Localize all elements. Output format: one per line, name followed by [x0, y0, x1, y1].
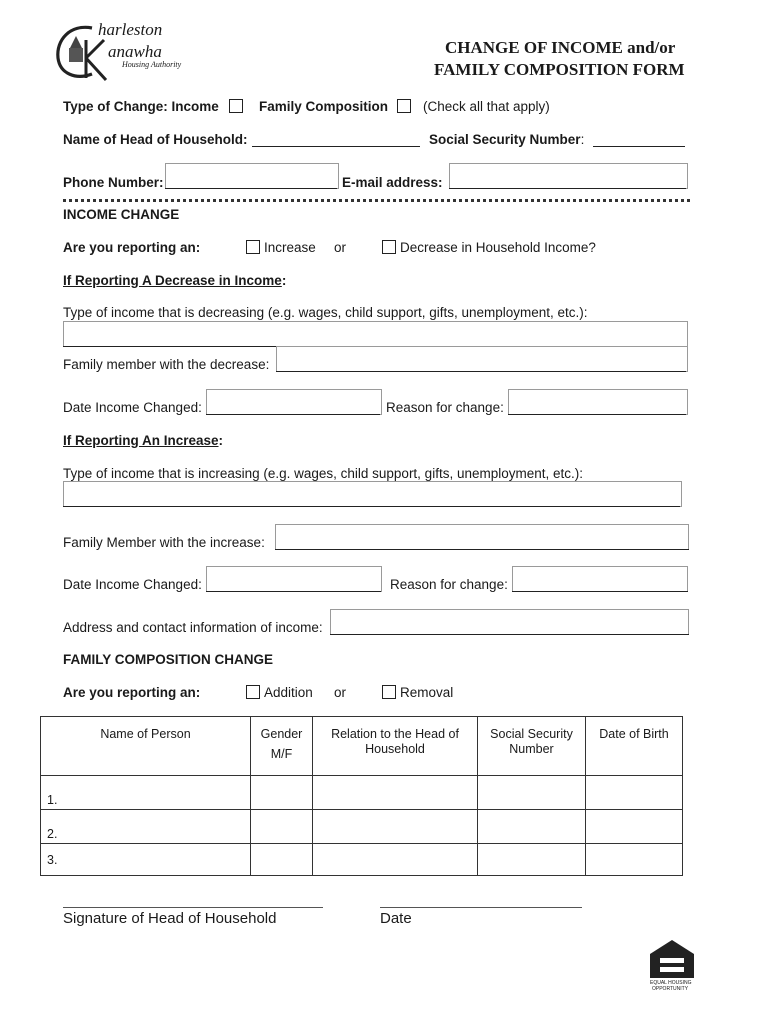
increase-heading: If Reporting An Increase:: [63, 433, 224, 448]
ssn-label: Social Security Number:: [429, 132, 585, 147]
family-reporting-label: Are you reporting an:: [63, 685, 201, 700]
increase-date-label: Date Income Changed:: [63, 577, 202, 592]
decrease-reason-label: Reason for change:: [386, 400, 504, 415]
decrease-reason-box: [508, 389, 688, 415]
form-title-line-2: FAMILY COMPOSITION FORM: [434, 60, 685, 79]
phone-label: Phone Number:: [63, 175, 164, 190]
decrease-heading: If Reporting A Decrease in Income:: [63, 273, 287, 288]
ssn-cell[interactable]: [478, 844, 586, 876]
relation-cell[interactable]: [313, 844, 478, 876]
date-label: Date: [380, 910, 412, 927]
header-name-of-person: Name of Person: [41, 717, 251, 776]
increase-type-label: Type of income that is increasing (e.g. wages, child support, gifts, unemployment, etc.):: [63, 466, 584, 481]
decrease-type-box: [63, 321, 688, 347]
decrease-checkbox[interactable]: [382, 240, 396, 254]
section-divider: [63, 199, 690, 202]
date-line[interactable]: [380, 907, 582, 908]
header-ssn: Social Security Number: [478, 717, 586, 776]
table-row: [41, 776, 683, 810]
dob-cell[interactable]: [586, 810, 683, 844]
logo-line-1: harleston: [98, 20, 163, 39]
header-relation: Relation to the Head of Household: [313, 717, 478, 776]
increase-member-box: [275, 524, 689, 550]
logo-line-2: anawha: [108, 42, 162, 61]
email-label: E-mail address:: [342, 175, 443, 190]
relation-cell[interactable]: [313, 810, 478, 844]
decrease-member-label: Family member with the decrease:: [63, 357, 270, 372]
decrease-member-field[interactable]: [276, 371, 686, 372]
income-address-field[interactable]: [330, 634, 689, 635]
row-number[interactable]: 2.: [41, 810, 251, 844]
ssn-cell[interactable]: [478, 776, 586, 810]
income-reporting-label: Are you reporting an:: [63, 240, 201, 255]
gender-cell[interactable]: [251, 810, 313, 844]
increase-label: Increase: [264, 240, 316, 255]
housing-authority-logo: [52, 18, 192, 88]
removal-label: Removal: [400, 685, 454, 700]
header-date-of-birth: Date of Birth: [586, 717, 683, 776]
decrease-date-label: Date Income Changed:: [63, 400, 202, 415]
dob-cell[interactable]: [586, 776, 683, 810]
income-or-label: or: [334, 240, 347, 255]
row-number[interactable]: 3.: [41, 844, 251, 876]
decrease-date-field[interactable]: [206, 414, 380, 415]
ssn-field[interactable]: [593, 146, 685, 147]
equal-housing-icon: [647, 938, 697, 980]
decrease-type-label: Type of income that is decreasing (e.g. wages, child support, gifts, unemployment, etc.):: [63, 305, 588, 320]
removal-checkbox[interactable]: [382, 685, 396, 699]
family-composition-label: Family Composition: [259, 99, 389, 114]
decrease-member-box: [276, 346, 688, 372]
equal-housing-line-2: OPPORTUNITY: [652, 986, 689, 992]
increase-type-field[interactable]: [63, 506, 680, 507]
equal-housing-line-1: EQUAL HOUSING: [650, 980, 692, 986]
ssn-cell[interactable]: [478, 810, 586, 844]
equal-housing-logo: [646, 938, 698, 992]
head-of-household-name-field[interactable]: [252, 146, 420, 147]
income-checkbox[interactable]: [229, 99, 243, 113]
head-of-household-name-label: Name of Head of Household:: [63, 132, 248, 147]
increase-date-field[interactable]: [206, 591, 381, 592]
email-field[interactable]: [449, 188, 686, 189]
increase-reason-label: Reason for change:: [390, 577, 508, 592]
table-row: [41, 844, 683, 876]
decrease-label: Decrease in Household Income?: [400, 240, 596, 255]
table-row: [41, 810, 683, 844]
increase-reason-field[interactable]: [512, 591, 688, 592]
dob-cell[interactable]: [586, 844, 683, 876]
row-number[interactable]: 1.: [41, 776, 251, 810]
relation-cell[interactable]: [313, 776, 478, 810]
email-box: [449, 163, 688, 189]
increase-type-box: [63, 481, 682, 507]
signature-line[interactable]: [63, 907, 323, 908]
income-address-box: [330, 609, 689, 635]
increase-checkbox[interactable]: [246, 240, 260, 254]
family-or-label: or: [334, 685, 347, 700]
increase-date-box: [206, 566, 382, 592]
increase-reason-box: [512, 566, 688, 592]
table-header-row: [41, 717, 683, 776]
increase-member-label: Family Member with the increase:: [63, 535, 265, 550]
addition-checkbox[interactable]: [246, 685, 260, 699]
family-composition-checkbox[interactable]: [397, 99, 411, 113]
gender-cell[interactable]: [251, 776, 313, 810]
income-change-heading: INCOME CHANGE: [63, 207, 180, 222]
increase-member-field[interactable]: [275, 549, 689, 550]
gender-cell[interactable]: [251, 844, 313, 876]
signature-label: Signature of Head of Household: [63, 910, 277, 927]
form-title-line-1: CHANGE OF INCOME and/or: [445, 38, 676, 57]
phone-field[interactable]: [165, 188, 337, 189]
header-gender: Gender M/F: [251, 717, 313, 776]
family-members-table: [40, 716, 683, 876]
phone-box: [165, 163, 339, 189]
check-all-note: (Check all that apply): [423, 99, 550, 114]
decrease-date-box: [206, 389, 382, 415]
decrease-reason-field[interactable]: [508, 414, 686, 415]
logo-line-3: Housing Authority: [122, 60, 182, 69]
type-of-change-label: Type of Change: Income: [63, 99, 219, 114]
income-address-label: Address and contact information of income:: [63, 620, 323, 635]
family-change-heading: FAMILY COMPOSITION CHANGE: [63, 652, 274, 667]
addition-label: Addition: [264, 685, 313, 700]
